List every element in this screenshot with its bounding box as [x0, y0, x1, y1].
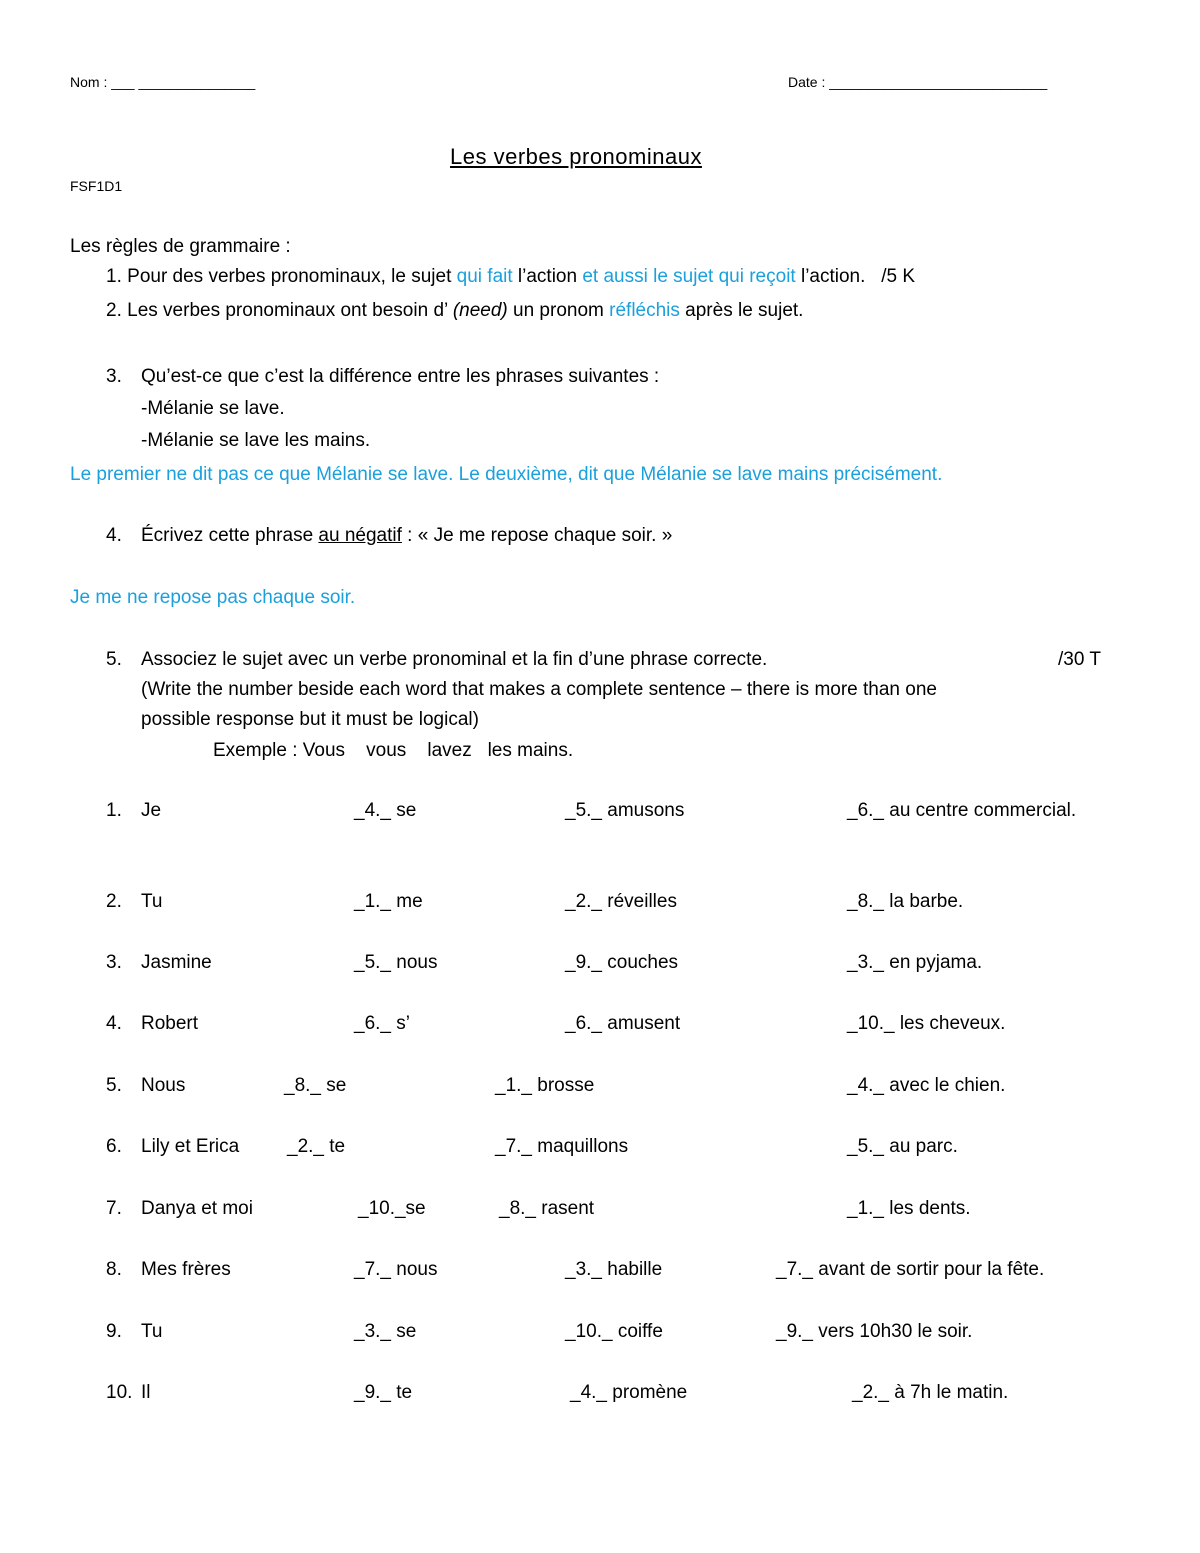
q4-text-a: Écrivez cette phrase	[141, 525, 314, 546]
row-pronoun: _7._ nous	[354, 1259, 438, 1280]
q5-number: 5.	[106, 649, 122, 670]
q4-negatif: au négatif	[318, 525, 402, 546]
row-number: 2.	[106, 891, 122, 912]
rule-2-highlight: réfléchis	[609, 300, 680, 321]
row-ending: _6._ au centre commercial.	[847, 800, 1077, 821]
rule-2-text-a: Les verbes pronominaux ont besoin d’	[127, 300, 448, 321]
row-verb: _1._ brosse	[495, 1075, 595, 1096]
row-ending: _7._ avant de sortir pour la fête.	[776, 1259, 1045, 1280]
row-verb: _3._ habille	[565, 1259, 663, 1280]
q5-text: Associez le sujet avec un verbe pronominal et la fin d’une phrase correcte.	[141, 649, 768, 670]
row-verb: _8._ rasent	[499, 1198, 595, 1219]
date-field: Date : ____________________________	[788, 74, 1048, 90]
page-title: Les verbes pronominaux	[450, 144, 702, 169]
row-number: 1.	[106, 800, 122, 821]
rule-2-text-e: après le sujet.	[685, 300, 804, 321]
q4-number: 4.	[106, 525, 122, 546]
q3-answer: Le premier ne dit pas ce que Mélanie se lave. Le deuxième, dit que Mélanie se lave mains précisément.	[70, 464, 943, 485]
row-ending: _5._ au parc.	[847, 1136, 958, 1157]
row-pronoun: _4._ se	[354, 800, 417, 821]
q5-instruction-1: (Write the number beside each word that makes a complete sentence – there is more than one	[141, 679, 937, 700]
row-subject: Tu	[141, 891, 163, 912]
row-ending: _10._ les cheveux.	[847, 1013, 1006, 1034]
row-pronoun: _3._ se	[354, 1321, 417, 1342]
nom-field: Nom : ___ _______________	[70, 74, 256, 90]
rule-1	[106, 266, 915, 288]
row-number: 6.	[106, 1136, 122, 1157]
row-pronoun: _10._se	[358, 1198, 426, 1219]
q4-text	[141, 525, 672, 547]
row-ending: _8._ la barbe.	[847, 891, 964, 912]
row-subject: Il	[141, 1382, 151, 1403]
row-subject: Nous	[141, 1075, 186, 1096]
row-subject: Mes frères	[141, 1259, 231, 1280]
rules-heading: Les règles de grammaire :	[70, 236, 291, 257]
q5-mark: /30 T	[1058, 649, 1101, 670]
row-verb: _5._ amusons	[565, 800, 685, 821]
rule-1-text-c: l’action	[517, 266, 578, 287]
row-pronoun: _2._ te	[287, 1136, 346, 1157]
row-verb: _10._ coiffe	[565, 1321, 663, 1342]
row-number: 4.	[106, 1013, 122, 1034]
row-subject: Lily et Erica	[141, 1136, 240, 1157]
row-verb: _7._ maquillons	[495, 1136, 629, 1157]
q3-number: 3.	[106, 366, 122, 387]
rule-2-text-c: un pronom	[513, 300, 604, 321]
q3-text: Qu’est-ce que c’est la différence entre les phrases suivantes :	[141, 366, 660, 387]
row-pronoun: _5._ nous	[354, 952, 438, 973]
row-pronoun: _1._ me	[354, 891, 423, 912]
rule-1-number: 1.	[106, 266, 122, 287]
row-verb: _4._ promène	[570, 1382, 688, 1403]
row-number: 7.	[106, 1198, 122, 1219]
rule-2-number: 2.	[106, 300, 122, 321]
row-number: 3.	[106, 952, 122, 973]
q3-example-1: -Mélanie se lave.	[141, 398, 285, 419]
rule-1-text-a: Pour des verbes pronominaux, le sujet	[127, 266, 452, 287]
row-ending: _9._ vers 10h30 le soir.	[776, 1321, 973, 1342]
row-ending: _1._ les dents.	[847, 1198, 971, 1219]
row-ending: _4._ avec le chien.	[847, 1075, 1006, 1096]
q4-answer: Je me ne repose pas chaque soir.	[70, 587, 356, 608]
row-number: 9.	[106, 1321, 122, 1342]
q5-example: Exemple : Vous vous lavez les mains.	[213, 740, 574, 761]
row-subject: Je	[141, 800, 162, 821]
row-subject: Robert	[141, 1013, 199, 1034]
row-verb: _2._ réveilles	[565, 891, 677, 912]
rule-1-highlight-a: qui fait	[456, 266, 513, 287]
q4-text-c: : « Je me repose chaque soir. »	[407, 525, 673, 546]
row-pronoun: _9._ te	[354, 1382, 413, 1403]
row-pronoun: _6._ s’	[354, 1013, 410, 1034]
q5-instruction-2: possible response but it must be logical)	[141, 709, 479, 730]
row-number: 8.	[106, 1259, 122, 1280]
q3-example-2: -Mélanie se lave les mains.	[141, 430, 371, 451]
row-verb: _6._ amusent	[565, 1013, 681, 1034]
row-number: 5.	[106, 1075, 122, 1096]
row-subject: Tu	[141, 1321, 163, 1342]
row-verb: _9._ couches	[565, 952, 679, 973]
row-number: 10.	[106, 1382, 133, 1403]
row-subject: Danya et moi	[141, 1198, 253, 1219]
row-ending: _3._ en pyjama.	[847, 952, 983, 973]
row-ending: _2._ à 7h le matin.	[852, 1382, 1009, 1403]
course-code: FSF1D1	[70, 178, 123, 194]
row-pronoun: _8._ se	[284, 1075, 347, 1096]
rule-1-text-e: l’action.	[800, 266, 866, 287]
rule-2-need: (need)	[452, 300, 508, 321]
row-subject: Jasmine	[141, 952, 212, 973]
rule-2	[106, 300, 803, 322]
rule-1-mark: /5 K	[881, 266, 916, 287]
rule-1-highlight-b: et aussi le sujet qui reçoit	[582, 266, 796, 287]
